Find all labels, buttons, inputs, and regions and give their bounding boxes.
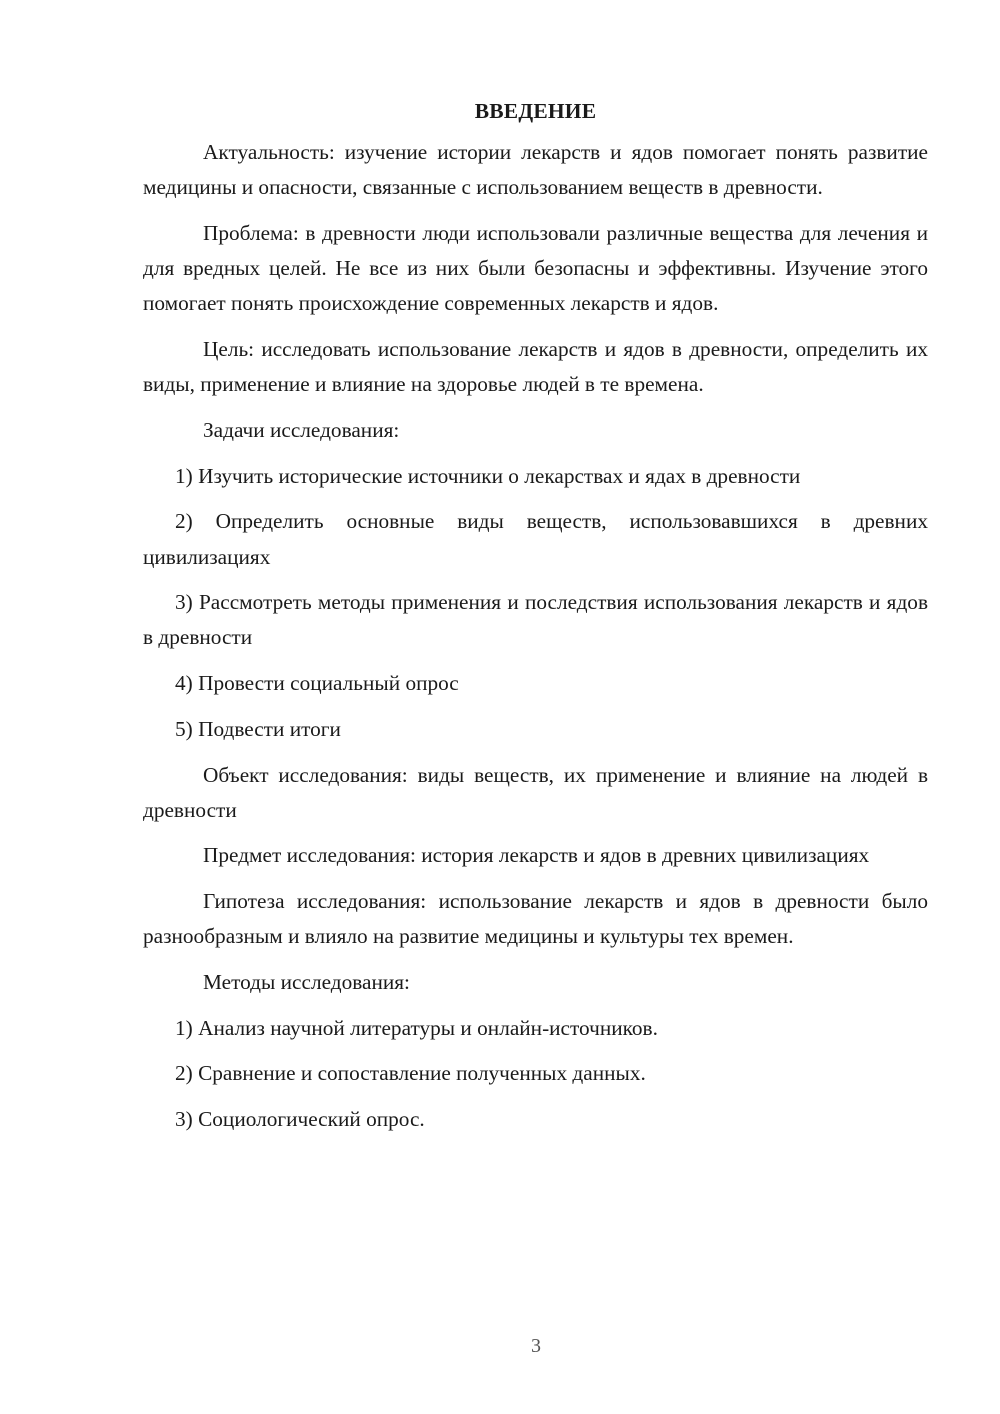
paragraph-hypothesis: Гипотеза исследования: использование лекарств и ядов в древности было разнообразным и влияло на развитие медицины и культуры тех времен. xyxy=(143,889,928,949)
paragraph-relevance: Актуальность: изучение истории лекарств и ядов помогает понять развитие медицины и опасности, связанные с использованием веществ в древности. xyxy=(143,140,928,200)
task-item-5: 5) Подвести итоги xyxy=(175,716,341,741)
page-heading: ВВЕДЕНИЕ xyxy=(474,99,597,123)
page-number: 3 xyxy=(531,1335,541,1357)
method-item-3: 3) Социологический опрос. xyxy=(175,1107,425,1132)
task-item-4: 4) Провести социальный опрос xyxy=(175,671,459,696)
task-item-2: 2) Определить основные виды веществ, использовавшихся в древних цивилизациях xyxy=(143,509,928,569)
paragraph-goal: Цель: исследовать использование лекарств и ядов в древности, определить их виды, применение и влияние на здоровье людей в те времена. xyxy=(143,337,928,397)
paragraph-subject: Предмет исследования: история лекарств и ядов в древних цивилизациях xyxy=(203,843,870,868)
paragraph-problem: Проблема: в древности люди использовали различные вещества для лечения и для вредных целей. Не все из них были безопасны и эффективны. Изучение этого помогает понять происхождение современных лекарств и ядов. xyxy=(143,220,928,316)
task-item-3: 3) Рассмотреть методы применения и последствия использования лекарств и ядов в древности xyxy=(143,590,928,650)
paragraph-object: Объект исследования: виды веществ, их применение и влияние на людей в древности xyxy=(143,762,928,822)
task-item-1: 1) Изучить исторические источники о лекарствах и ядах в древности xyxy=(175,463,801,488)
method-item-1: 1) Анализ научной литературы и онлайн-источников. xyxy=(175,1015,658,1040)
paragraph-methods-title: Методы исследования: xyxy=(203,970,410,995)
document-page xyxy=(143,96,928,1148)
paragraph-tasks-title: Задачи исследования: xyxy=(203,417,400,442)
method-item-2: 2) Сравнение и сопоставление полученных данных. xyxy=(175,1061,646,1086)
